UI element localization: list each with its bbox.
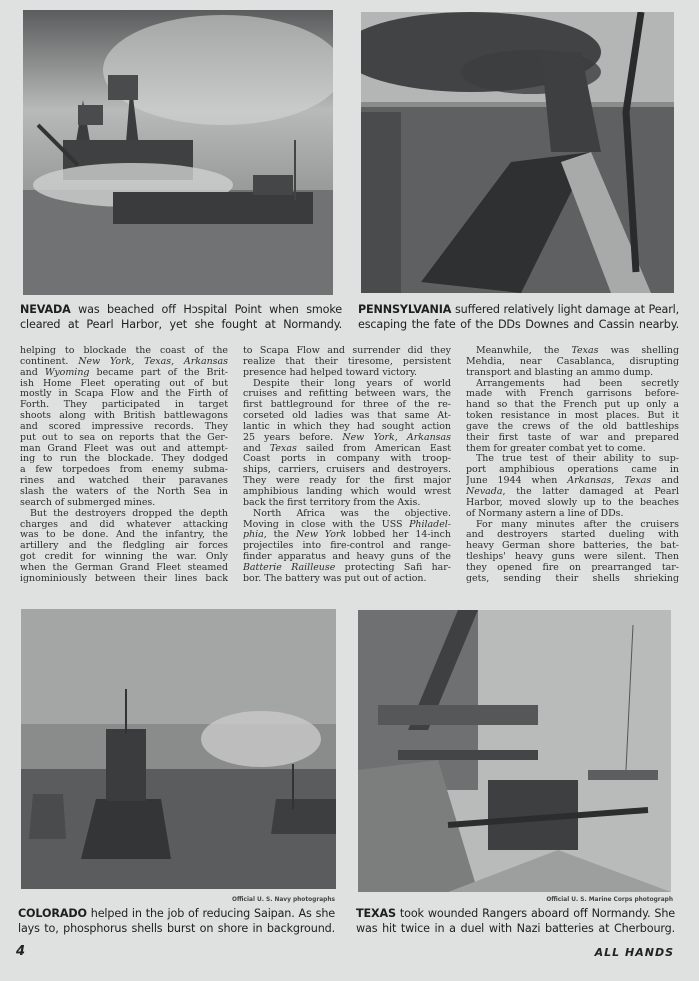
line-text: 25 years before. bbox=[243, 432, 343, 443]
article-line bbox=[20, 346, 228, 357]
caption-colorado-line-1 bbox=[18, 906, 335, 921]
article-line bbox=[243, 357, 451, 368]
article-line bbox=[20, 476, 228, 487]
line-text: mostly in Scapa Flow and the Firth of bbox=[20, 389, 228, 400]
line-text: a few torpedoes from enemy subma- bbox=[20, 465, 228, 476]
article-line bbox=[20, 433, 228, 444]
line-text: man Grand Fleet was out and attempt- bbox=[20, 443, 228, 454]
caption-nevada-line-2: cleared at Pearl Harbor, yet she fought at Normandy. bbox=[20, 318, 342, 331]
photo-texas-normandy bbox=[358, 610, 671, 892]
article-line bbox=[466, 379, 679, 390]
line-text: For many minutes after the cruisers bbox=[476, 519, 679, 530]
line-text: shoots along with British battlewagons bbox=[20, 411, 228, 422]
article-line bbox=[466, 433, 679, 444]
line-text: was shelling bbox=[598, 346, 679, 356]
article-line bbox=[466, 574, 679, 585]
article-line bbox=[466, 389, 679, 400]
line-text: and bbox=[243, 443, 270, 454]
line-text: charges and did whatever attacking bbox=[20, 519, 228, 530]
article-line bbox=[20, 520, 228, 531]
photo-credit-marine-corps: Official U. S. Marine Corps photograph bbox=[546, 895, 673, 903]
article-column-2 bbox=[243, 346, 451, 585]
caption-nevada-text-1: was beached off Hɔspital Point when smoke bbox=[78, 303, 343, 316]
article-line bbox=[466, 520, 679, 531]
line-text: June 1944 when bbox=[466, 476, 568, 487]
article-line bbox=[466, 563, 679, 574]
article-line bbox=[20, 498, 228, 509]
line-text: presence had helped toward victory. bbox=[243, 367, 418, 378]
line-text: Coast ports in company with troop- bbox=[243, 454, 451, 465]
line-text: ish Home Fleet operating out of but bbox=[20, 378, 228, 389]
photo-colorado-saipan bbox=[21, 609, 336, 889]
line-text: and scored impressive records. They bbox=[20, 421, 228, 432]
line-text: Moving in close with the USS bbox=[243, 519, 410, 530]
article-line bbox=[243, 487, 451, 498]
caption-texas-text-1: took wounded Rangers aboard off Normandy. She bbox=[399, 907, 676, 920]
line-text: continent. bbox=[20, 356, 79, 367]
photo-credit-navy: Official U. S. Navy photographs bbox=[232, 895, 335, 903]
line-text: got credit for winning the war. Only bbox=[20, 552, 228, 563]
article-line bbox=[243, 530, 451, 541]
article-line bbox=[466, 509, 679, 520]
article-line bbox=[466, 444, 679, 455]
line-text: amphibious landing which would wrest bbox=[243, 486, 451, 497]
article-line bbox=[243, 476, 451, 487]
line-text: protecting Safi har- bbox=[335, 562, 451, 573]
line-text: was to be done. And the infantry, the bbox=[20, 530, 228, 541]
nevada-photo-image bbox=[23, 10, 333, 295]
italic-ship-name: New York, Arkansas bbox=[342, 432, 451, 443]
article-line bbox=[20, 454, 228, 465]
italic-ship-name: Texas bbox=[269, 443, 297, 454]
caption-texas-line-2: was hit twice in a duel with Nazi batteries at Cherbourg. bbox=[356, 922, 675, 935]
article-line bbox=[20, 368, 228, 379]
caption-pennsylvania-lead: PENNSYLVANIA bbox=[358, 303, 452, 316]
article-line bbox=[243, 541, 451, 552]
line-text: and bbox=[651, 476, 679, 487]
line-text: they opened fire on prearranged tar- bbox=[466, 562, 679, 573]
line-text: when the German Grand Fleet steamed bbox=[20, 562, 228, 573]
line-text: slash the waters of the North Sea in bbox=[20, 486, 228, 497]
article-line bbox=[466, 530, 679, 541]
article-line bbox=[243, 444, 451, 455]
article-line bbox=[243, 498, 451, 509]
pennsylvania-photo-image bbox=[361, 12, 674, 293]
article-line bbox=[243, 422, 451, 433]
caption-colorado bbox=[18, 906, 335, 936]
article-line bbox=[243, 563, 451, 574]
line-text: heavy German shore batteries, the bat- bbox=[466, 541, 679, 552]
article-line bbox=[20, 530, 228, 541]
article-line bbox=[20, 487, 228, 498]
line-text: bor. The battery was put out of action. bbox=[243, 573, 427, 584]
article-line bbox=[20, 563, 228, 574]
line-text: helping to blockade the coast of the bbox=[20, 346, 228, 356]
line-text: Arrangements had been secretly bbox=[476, 378, 679, 389]
photo-pennsylvania-drydock bbox=[361, 12, 674, 293]
article-line bbox=[243, 520, 451, 531]
italic-ship-name: Arkansas, Texas bbox=[567, 476, 652, 487]
article-line bbox=[466, 422, 679, 433]
article-line bbox=[20, 400, 228, 411]
line-text: Despite their long years of world bbox=[253, 378, 451, 389]
article-line bbox=[466, 411, 679, 422]
caption-nevada bbox=[20, 302, 342, 332]
line-text: lobbed her 14-inch bbox=[346, 530, 451, 541]
article-line bbox=[20, 444, 228, 455]
article-line bbox=[243, 411, 451, 422]
article-line bbox=[466, 368, 679, 379]
article-line bbox=[466, 476, 679, 487]
article-line bbox=[243, 509, 451, 520]
article-line bbox=[20, 541, 228, 552]
italic-ship-name: Texas bbox=[571, 346, 599, 356]
caption-texas bbox=[356, 906, 675, 936]
italic-ship-name: Wyoming bbox=[44, 367, 90, 378]
magazine-name: ALL HANDS bbox=[594, 946, 674, 959]
article-line bbox=[243, 379, 451, 390]
line-text: token resistance in most places. But it bbox=[466, 411, 679, 422]
article-line bbox=[466, 346, 679, 357]
article-line bbox=[20, 422, 228, 433]
line-text: But the destroyers dropped the depth bbox=[30, 508, 228, 519]
article-column-3 bbox=[466, 346, 679, 585]
italic-ship-name: Batterie Railleuse bbox=[243, 562, 336, 573]
article-line bbox=[20, 389, 228, 400]
line-text: of Normany astern a line of DDs. bbox=[466, 508, 624, 519]
article-line bbox=[243, 389, 451, 400]
article-line bbox=[466, 465, 679, 476]
caption-pennsylvania bbox=[358, 302, 679, 332]
article-line bbox=[466, 541, 679, 552]
line-text: projectiles into fire-control and range- bbox=[243, 541, 451, 552]
line-text: cruises and refitting between wars, the bbox=[243, 389, 451, 400]
article-line bbox=[466, 454, 679, 465]
line-text: search of submerged mines. bbox=[20, 497, 156, 508]
italic-ship-name: New York bbox=[295, 530, 347, 541]
article-line bbox=[20, 509, 228, 520]
line-text: finder apparatus and heavy guns of the bbox=[243, 552, 451, 563]
article-line bbox=[243, 552, 451, 563]
caption-pennsylvania-text-1: suffered relatively light damage at Pearl, bbox=[454, 303, 680, 316]
article-line bbox=[243, 465, 451, 476]
colorado-photo-image bbox=[21, 609, 336, 889]
caption-nevada-lead: NEVADA bbox=[20, 303, 71, 316]
line-text: , the latter damaged at Pearl bbox=[502, 486, 679, 497]
line-text: lantic in which they had sought action bbox=[243, 421, 451, 432]
article-line bbox=[20, 411, 228, 422]
line-text: Harbor, moved slowly up to the beaches bbox=[466, 497, 679, 508]
line-text: rines and watched their paravanes bbox=[20, 476, 228, 487]
caption-texas-lead: TEXAS bbox=[356, 907, 396, 920]
line-text: gave the crews of the old battleships bbox=[466, 421, 679, 432]
line-text: became part of the Brit- bbox=[89, 367, 228, 378]
line-text: Forth. They participated in target bbox=[20, 400, 228, 411]
line-text: their first taste of war and prepared bbox=[466, 432, 679, 443]
article-line bbox=[243, 433, 451, 444]
line-text: sailed from American East bbox=[296, 443, 451, 454]
caption-colorado-line-2: lays to, phosphorus shells burst on shore in background. bbox=[18, 922, 335, 935]
article-line bbox=[466, 498, 679, 509]
article-line bbox=[20, 379, 228, 390]
line-text: gets, sending their shells shrieking bbox=[466, 573, 679, 584]
article-line bbox=[466, 400, 679, 411]
page-number: 4 bbox=[16, 944, 26, 959]
line-text: to Scapa Flow and surrender did they bbox=[243, 346, 451, 356]
line-text: , the bbox=[263, 530, 296, 541]
line-text: port amphibious operations came in bbox=[466, 465, 679, 476]
caption-texas-line-1 bbox=[356, 906, 675, 921]
article-line bbox=[20, 552, 228, 563]
line-text: ships, carriers, cruisers and destroyers. bbox=[243, 465, 451, 476]
line-text: put out to sea on reports that the Ger- bbox=[20, 432, 228, 443]
line-text: and bbox=[20, 367, 45, 378]
line-text: corseted old ladies was that same At- bbox=[243, 411, 451, 422]
article-line bbox=[20, 465, 228, 476]
caption-colorado-lead: COLORADO bbox=[18, 907, 87, 920]
caption-pennsylvania-line-2: escaping the fate of the DDs Downes and Cassin nearby. bbox=[358, 318, 679, 331]
line-text: made with French garrisons before- bbox=[466, 389, 679, 400]
line-text: transport and blasting an ammo dump. bbox=[466, 367, 654, 378]
italic-ship-name: phia bbox=[243, 530, 264, 541]
line-text: Mehdia, near Casablanca, disrupting bbox=[466, 356, 679, 367]
caption-pennsylvania-line-1 bbox=[358, 302, 679, 317]
italic-ship-name: New York, Texas, Arkansas bbox=[78, 356, 228, 367]
line-text: hand so that the French put up only a bbox=[466, 400, 679, 411]
article-line bbox=[20, 357, 228, 368]
article-line bbox=[243, 368, 451, 379]
line-text: They were ready for the first major bbox=[243, 476, 451, 487]
line-text: Meanwhile, the bbox=[476, 346, 572, 356]
line-text: ignominiously between their lines back bbox=[20, 573, 228, 584]
photo-nevada-beached bbox=[23, 10, 333, 295]
line-text: ing to run the blockade. They dodged bbox=[20, 454, 228, 465]
line-text: tleships' heavy guns were silent. Then bbox=[466, 552, 679, 563]
caption-nevada-line-1 bbox=[20, 302, 342, 317]
article-line bbox=[243, 400, 451, 411]
italic-ship-name: Philadel- bbox=[409, 519, 451, 530]
line-text: first battleground for three of the re- bbox=[243, 400, 451, 411]
caption-colorado-text-1: helped in the job of reducing Saipan. As she bbox=[90, 907, 335, 920]
line-text: artillery and the fledgling air forces bbox=[20, 541, 228, 552]
line-text: North Africa was the objective. bbox=[253, 508, 451, 519]
article-line bbox=[466, 552, 679, 563]
article-line bbox=[466, 357, 679, 368]
article-line bbox=[466, 487, 679, 498]
line-text: and destroyers started dueling with bbox=[466, 530, 679, 541]
line-text: them for greater combat yet to come. bbox=[466, 443, 646, 454]
italic-ship-name: Nevada bbox=[466, 486, 503, 497]
article-line bbox=[243, 454, 451, 465]
texas-photo-image bbox=[358, 610, 671, 892]
article-column-1 bbox=[20, 346, 228, 585]
line-text: The true test of their ability to sup- bbox=[476, 454, 679, 465]
article-line bbox=[243, 346, 451, 357]
line-text: back the first territory from the Axis. bbox=[243, 497, 421, 508]
article-line bbox=[20, 574, 228, 585]
article-line bbox=[243, 574, 451, 585]
line-text: realize that their tiresome, persistent bbox=[243, 356, 451, 367]
